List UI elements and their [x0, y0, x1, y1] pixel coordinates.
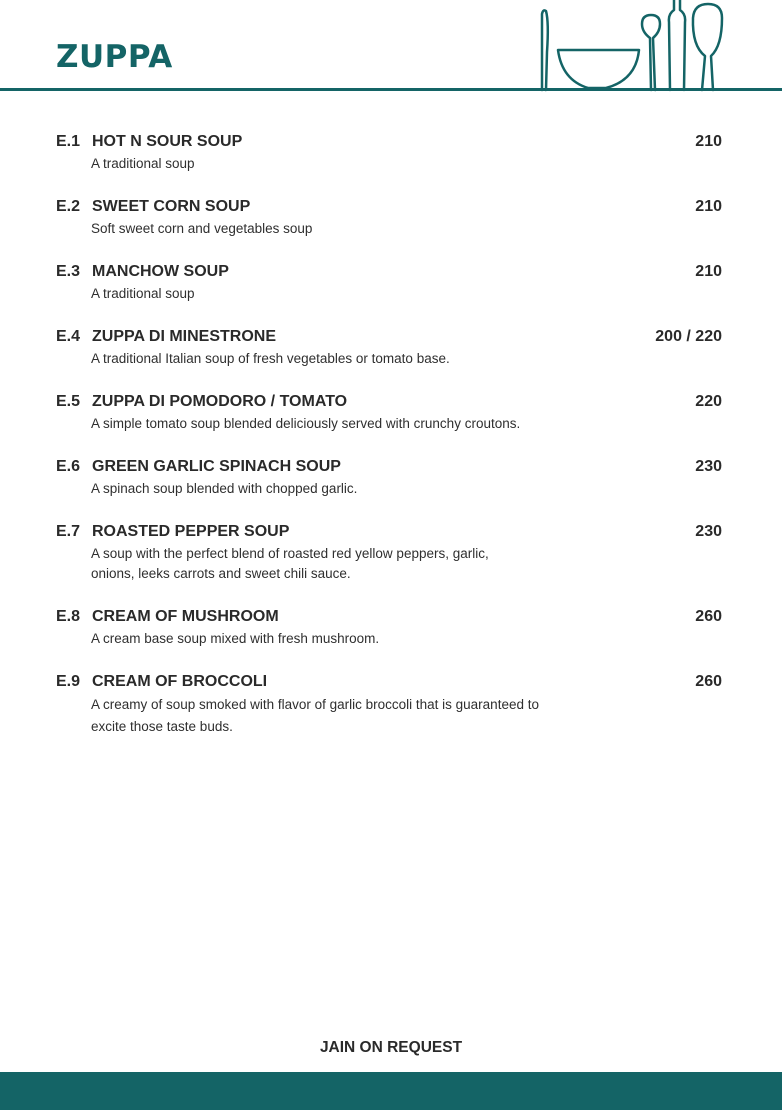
item-code: E.6 [56, 458, 81, 475]
page-title: ZUPPA [56, 39, 173, 75]
item-description: A traditional soup [91, 286, 195, 301]
item-name: HOT N SOUR SOUP [92, 133, 243, 150]
item-code: E.2 [56, 198, 81, 215]
list-item [56, 608, 722, 649]
item-name: CREAM OF MUSHROOM [92, 608, 279, 625]
list-item [56, 393, 722, 434]
list-item [56, 328, 722, 369]
item-code: E.5 [56, 393, 81, 410]
item-price: 220 [695, 393, 722, 410]
header-divider [0, 88, 782, 91]
item-price: 210 [695, 263, 722, 280]
item-price: 260 [695, 673, 722, 690]
item-name: ROASTED PEPPER SOUP [92, 523, 290, 540]
item-price: 230 [695, 458, 722, 475]
item-description: A simple tomato soup blended deliciously served with crunchy croutons. [91, 416, 521, 431]
item-description: A creamy of soup smoked with flavor of garlic broccoli that is guaranteed to [91, 697, 539, 712]
item-name: SWEET CORN SOUP [92, 198, 251, 215]
item-code: E.4 [56, 328, 81, 345]
item-code: E.9 [56, 673, 81, 690]
item-description: A cream base soup mixed with fresh mushroom. [91, 631, 380, 646]
list-item [56, 263, 722, 304]
item-price: 210 [695, 133, 722, 150]
item-price: 200 / 220 [655, 328, 722, 345]
item-description: A spinach soup blended with chopped garlic. [91, 481, 358, 496]
item-code: E.3 [56, 263, 81, 280]
item-description: excite those taste buds. [91, 719, 233, 734]
item-name: CREAM OF BROCCOLI [92, 673, 268, 690]
footer-bar [0, 1072, 782, 1110]
item-description: onions, leeks carrots and sweet chili sauce. [91, 566, 351, 581]
list-item [56, 458, 722, 499]
item-name: ZUPPA DI POMODORO / TOMATO [92, 393, 348, 410]
list-item [56, 133, 722, 174]
item-price: 230 [695, 523, 722, 540]
cutlery-bowl-icon [536, 0, 728, 92]
item-price: 260 [695, 608, 722, 625]
jain-note: JAIN ON REQUEST [319, 1039, 463, 1056]
item-code: E.1 [56, 133, 81, 150]
item-name: MANCHOW SOUP [92, 263, 229, 280]
item-code: E.8 [56, 608, 81, 625]
list-item [56, 523, 722, 584]
list-item [56, 198, 722, 239]
item-description: A traditional Italian soup of fresh vegetables or tomato base. [91, 351, 450, 366]
item-code: E.7 [56, 523, 81, 540]
item-description: A soup with the perfect blend of roasted red yellow peppers, garlic, [91, 546, 489, 561]
item-name: ZUPPA DI MINESTRONE [92, 328, 277, 345]
item-description: A traditional soup [91, 156, 195, 171]
item-name: GREEN GARLIC SPINACH SOUP [92, 458, 341, 475]
item-price: 210 [695, 198, 722, 215]
list-item [56, 673, 722, 738]
item-description: Soft sweet corn and vegetables soup [91, 221, 313, 236]
